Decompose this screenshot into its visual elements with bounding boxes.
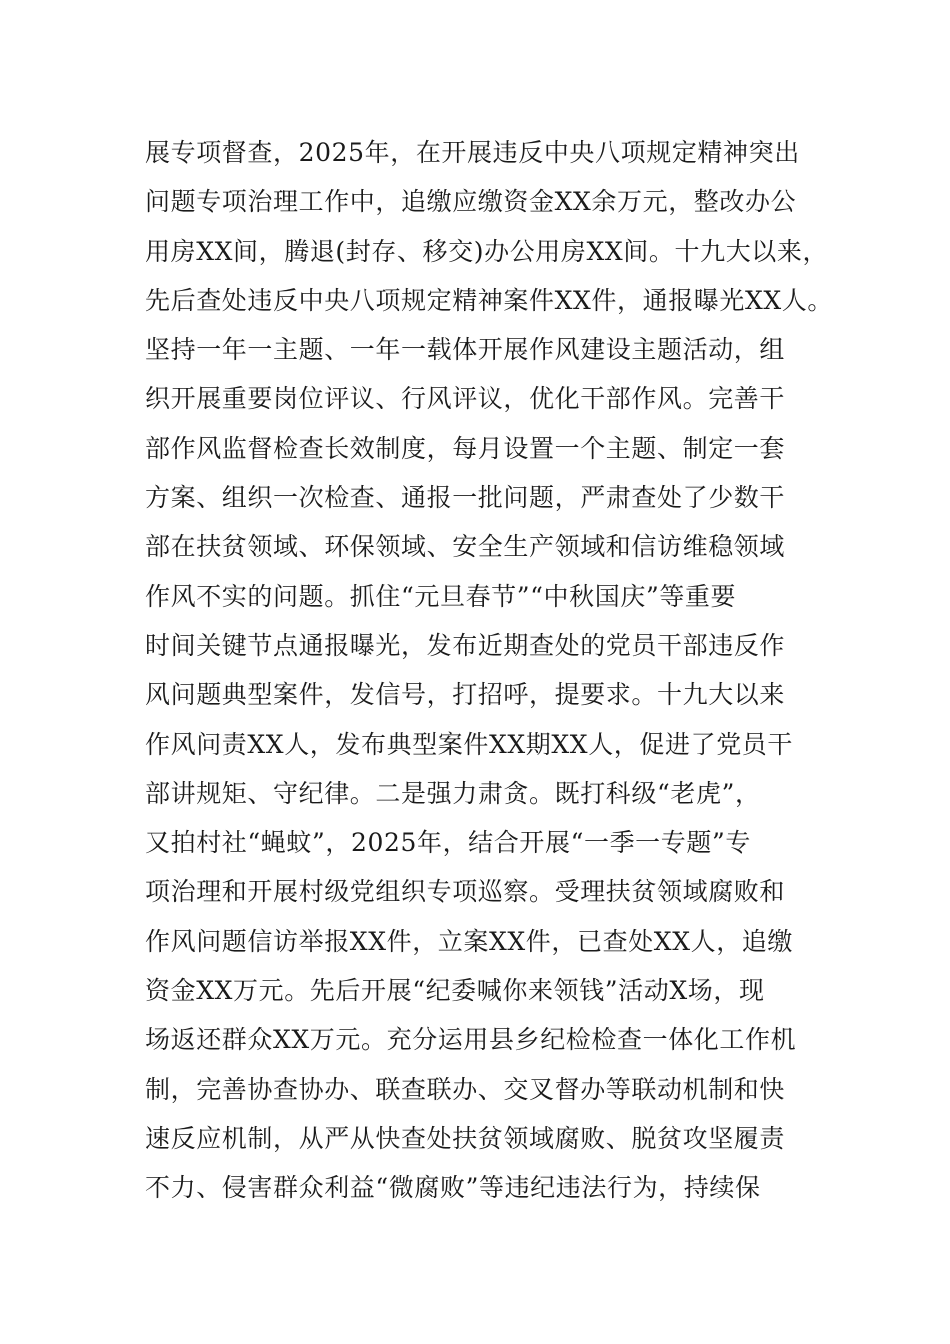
text-line-20: 制，完善协查协办、联查联办、交叉督办等联动机制和快 bbox=[145, 1074, 786, 1104]
text-line-15: 又拍村社“蝇蚊”，2025年，结合开展“一季一专题”专 bbox=[145, 828, 751, 858]
text-line-8: 方案、组织一次检查、通报一批问题，严肃查处了少数干 bbox=[145, 483, 786, 513]
text-line-6: 织开展重要岗位评议、行风评议，优化干部作风。完善干 bbox=[145, 384, 786, 414]
text-line-17: 作风问题信访举报XX件，立案XX件，已查处XX人，追缴 bbox=[145, 926, 793, 956]
text-line-3: 用房XX间，腾退(封存、移交)办公用房XX间。十九大以来， bbox=[145, 236, 829, 266]
text-line-4: 先后查处违反中央八项规定精神案件XX件，通报曝光XX人。 bbox=[145, 285, 833, 315]
body-text bbox=[145, 128, 833, 1213]
text-line-9: 部在扶贫领域、环保领域、安全生产领域和信访维稳领域 bbox=[145, 532, 786, 562]
text-line-14: 部讲规矩、守纪律。二是强力肃贪。既打科级“老虎”， bbox=[145, 778, 761, 808]
text-line-12: 风问题典型案件，发信号，打招呼，提要求。十九大以来 bbox=[145, 680, 786, 710]
text-line-5: 坚持一年一主题、一年一载体开展作风建设主题活动，组 bbox=[145, 335, 786, 365]
text-line-10: 作风不实的问题。抓住“元旦春节”“中秋国庆”等重要 bbox=[145, 581, 737, 611]
text-line-13: 作风问责XX人，发布典型案件XX期XX人，促进了党员干 bbox=[145, 729, 793, 759]
text-line-18: 资金XX万元。先后开展“纪委喊你来领钱”活动X场，现 bbox=[145, 976, 765, 1006]
text-line-11: 时间关键节点通报曝光，发布近期查处的党员干部违反作 bbox=[145, 630, 786, 660]
text-line-2: 问题专项治理工作中，追缴应缴资金XX余万元，整改办公 bbox=[145, 187, 797, 217]
text-line-19: 场返还群众XX万元。充分运用县乡纪检检查一体化工作机 bbox=[145, 1025, 797, 1055]
text-line-16: 项治理和开展村级党组织专项巡察。受理扶贫领域腐败和 bbox=[145, 877, 786, 907]
text-line-21: 速反应机制，从严从快查处扶贫领域腐败、脱贫攻坚履责 bbox=[145, 1123, 786, 1153]
text-line-1: 展专项督查，2025年，在开展违反中央八项规定精神突出 bbox=[145, 138, 800, 167]
text-line-7: 部作风监督检查长效制度，每月设置一个主题、制定一套 bbox=[145, 433, 786, 463]
text-line-22: 不力、侵害群众利益“微腐败”等违纪违法行为，持续保 bbox=[145, 1173, 761, 1203]
